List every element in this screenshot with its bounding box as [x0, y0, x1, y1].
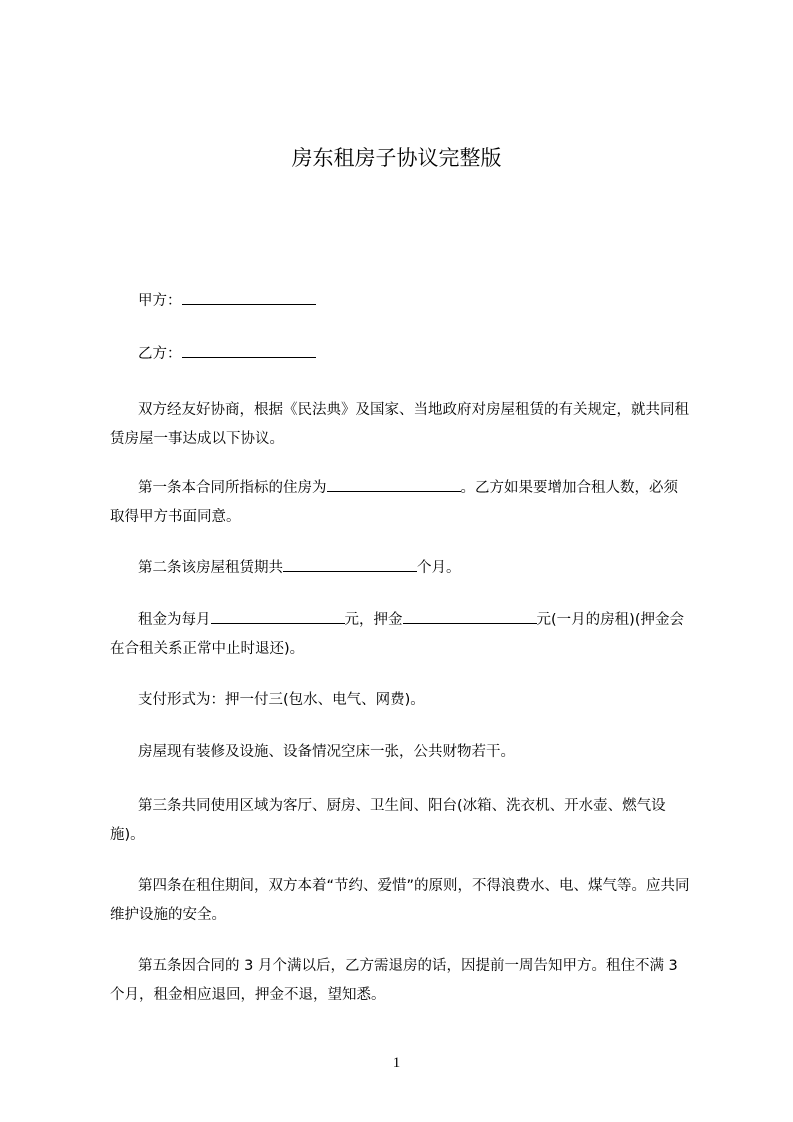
rent-blank: [211, 609, 345, 624]
article-1: [110, 474, 690, 532]
party-a-blank: [182, 290, 316, 305]
rent-paragraph: [110, 606, 690, 664]
rent-text-post: 元(一月的房租)(押金会在合租关系正常中止时退还)。: [110, 612, 684, 657]
article-4: 第四条在租住期间，双方本着“节约、爱惜”的原则，不得浪费水、电、煤气等。应共同维护设施的安全。: [110, 878, 690, 923]
a2-text: 第二条该房屋租赁期共: [138, 560, 283, 576]
document-title: 房东租房子协议完整版: [291, 146, 502, 170]
party-b-line: [110, 340, 690, 369]
party-b-blank: [182, 343, 316, 358]
page-number: 1: [392, 1055, 401, 1071]
party-a-line: [110, 287, 690, 316]
rent-text: 租金为每月: [138, 612, 211, 628]
article-3: 第三条共同使用区域为客厅、厨房、卫生间、阳台(冰箱、洗衣机、开水壶、燃气设施)。: [110, 798, 666, 843]
party-a-label: 甲方：: [138, 293, 182, 309]
a2-text-post: 个月。: [417, 560, 461, 576]
intro-paragraph: 双方经友好协商，根据《民法典》及国家、当地政府对房屋租赁的有关规定，就共同租赁房屋一事达成以下协议。: [110, 402, 689, 447]
article-5: 第五条因合同的 3 月个满以后，乙方需退房的话，因提前一周告知甲方。租住不满 3 个月，租金相应退回，押金不退，望知悉。: [110, 958, 678, 1003]
facilities-paragraph: 房屋现有装修及设施、设备情况空床一张，公共财物若干。: [138, 744, 515, 760]
rent-text-mid: 元，押金: [344, 612, 403, 628]
payment-paragraph: 支付形式为：押一付三(包水、电气、网费)。: [138, 692, 425, 708]
term-blank: [283, 557, 417, 572]
a1-text-post: 。乙方如果要增加合租人数，必须取得甲方书面同意。: [110, 480, 678, 525]
house-blank: [327, 477, 461, 492]
party-b-label: 乙方：: [138, 346, 182, 362]
article-2: [110, 554, 690, 583]
a1-text: 第一条本合同所指标的住房为: [138, 480, 327, 496]
deposit-blank: [403, 609, 537, 624]
